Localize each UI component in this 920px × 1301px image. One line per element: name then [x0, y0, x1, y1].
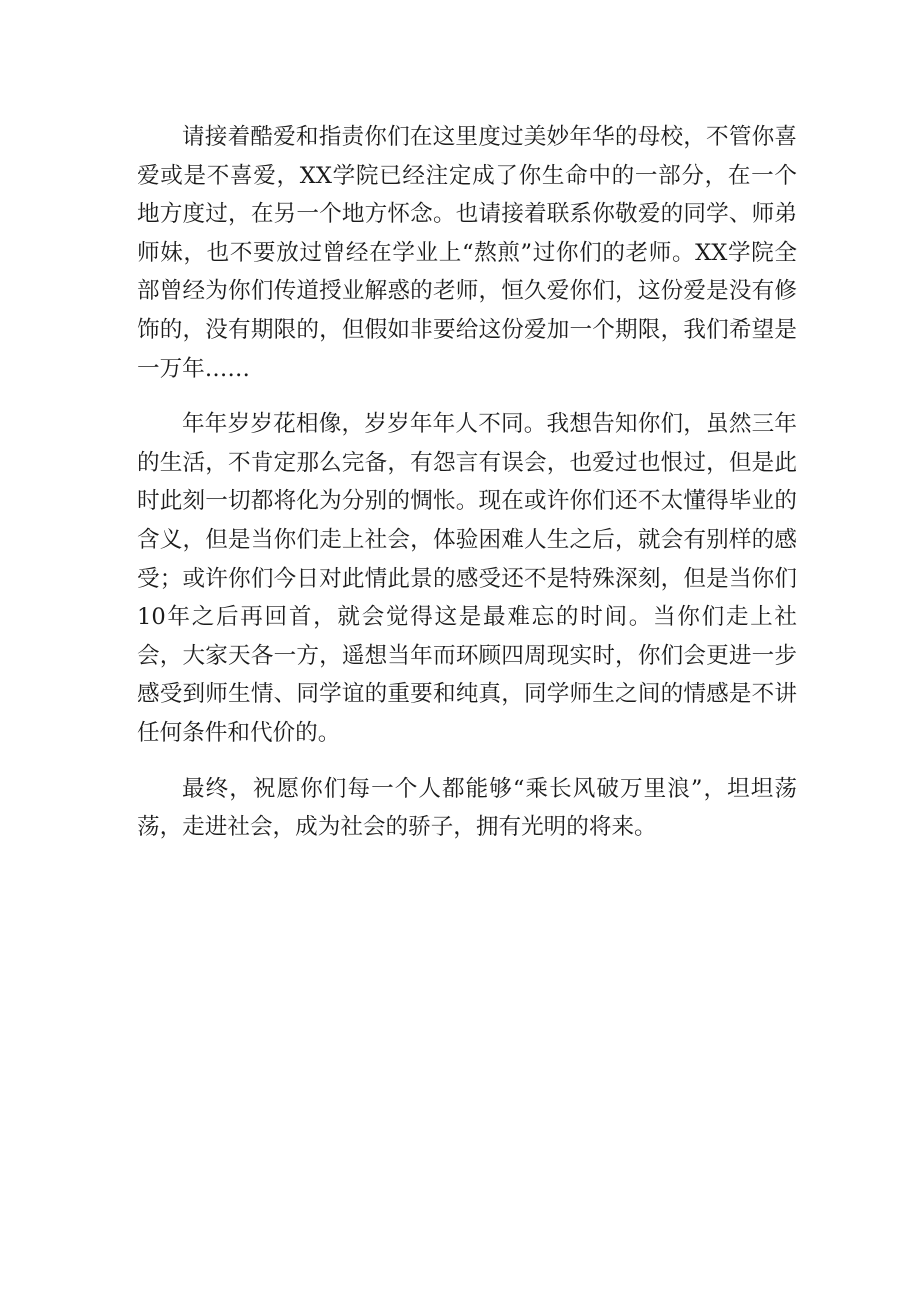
- document-body: [137, 118, 797, 847]
- paragraph-closing-wish: 最终，祝愿你们每一个人都能够“乘长风破万里浪”，坦坦荡荡，走进社会，成为社会的骄子，拥有光明的将来。: [137, 775, 797, 841]
- paragraph-alma-mater: 请接着酷爱和指责你们在这里度过美妙年华的母校，不管你喜爱或是不喜爱，XX学院已经注定成了你生命中的一部分，在一个地方度过，在另一个地方怀念。也请接着联系你敬爱的同学、师弟师妹，也不要放过曾经在学业上“熬煎”过你们的老师。XX学院全部曾经为你们传道授业解惑的老师，恒久爱你们，这份爱是没有修饰的，没有期限的，但假如非要给这份爱加一个期限，我们希望是一万年……: [137, 124, 797, 382]
- paragraph-years-passing: 年年岁岁花相像，岁岁年年人不同。我想告知你们，虽然三年的生活，不肯定那么完备，有怨言有误会，也爱过也恨过，但是此时此刻一切都将化为分别的惆怅。现在或许你们还不太懂得毕业的含义，但是当你们走上社会，体验困难人生之后，就会有别样的感受；或许你们今日对此情此景的感受还不是特殊深刻，但是当你们10年之后再回首，就会觉得这是最难忘的时间。当你们走上社会，大家天各一方，遥想当年而环顾四周现实时，你们会更进一步感受到师生情、同学谊的重要和纯真，同学师生之间的情感是不讲任何条件和代价的。: [137, 411, 797, 746]
